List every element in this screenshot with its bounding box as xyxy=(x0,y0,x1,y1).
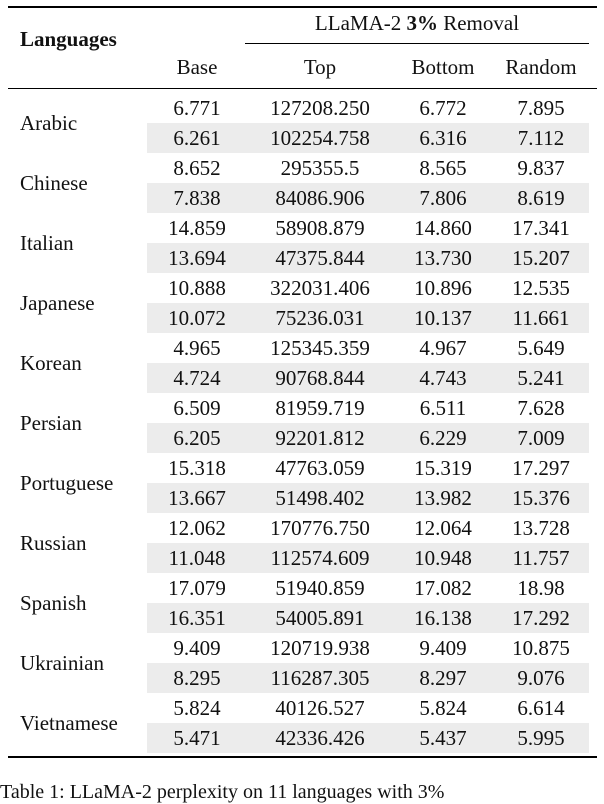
cell-base: 10.888 xyxy=(168,276,226,300)
cell-random: 10.875 xyxy=(512,636,570,660)
bottom-rule xyxy=(8,756,597,758)
cell-top: 295355.5 xyxy=(280,156,360,180)
cell-bottom: 5.437 xyxy=(419,726,467,750)
cell-base: 13.694 xyxy=(168,246,226,270)
group-header-suffix: Removal xyxy=(437,11,520,35)
cell-base: 4.724 xyxy=(173,366,221,390)
cell-top: 51940.859 xyxy=(275,576,365,600)
cell-random: 15.376 xyxy=(512,486,570,510)
languages-header: Languages xyxy=(20,27,117,51)
cell-top: 81959.719 xyxy=(275,396,365,420)
cell-base: 6.509 xyxy=(173,396,221,420)
cell-random: 17.292 xyxy=(512,606,570,630)
language-label: Vietnamese xyxy=(20,711,118,735)
cell-bottom: 16.138 xyxy=(414,606,472,630)
cell-random: 11.757 xyxy=(512,546,570,570)
cell-top: 58908.879 xyxy=(275,216,365,240)
language-label: Japanese xyxy=(20,291,95,315)
cell-bottom: 14.860 xyxy=(414,216,472,240)
cell-random: 5.995 xyxy=(517,726,565,750)
cell-base: 13.667 xyxy=(168,486,226,510)
cell-base: 6.261 xyxy=(173,126,221,150)
cell-top: 116287.305 xyxy=(270,666,370,690)
language-label: Persian xyxy=(20,411,82,435)
language-label: Chinese xyxy=(20,171,88,195)
cell-bottom: 9.409 xyxy=(419,636,467,660)
cell-base: 14.859 xyxy=(168,216,226,240)
top-rule xyxy=(8,6,597,8)
cell-top: 84086.906 xyxy=(275,186,365,210)
cell-base: 16.351 xyxy=(168,606,226,630)
cell-base: 4.965 xyxy=(173,336,221,360)
cell-top: 102254.758 xyxy=(270,126,370,150)
cell-random: 5.649 xyxy=(517,336,565,360)
cell-random: 17.297 xyxy=(512,456,570,480)
language-label: Ukrainian xyxy=(20,651,104,675)
header-rule xyxy=(8,88,597,89)
cell-bottom: 6.772 xyxy=(419,96,467,120)
cell-top: 125345.359 xyxy=(270,336,370,360)
cell-top: 127208.250 xyxy=(270,96,370,120)
cell-bottom: 10.896 xyxy=(414,276,472,300)
cell-bottom: 17.082 xyxy=(414,576,472,600)
cell-base: 5.471 xyxy=(173,726,221,750)
table-caption: Table 1: LLaMA-2 perplexity on 11 languages with 3% xyxy=(0,781,445,803)
cell-bottom: 10.137 xyxy=(414,306,472,330)
cell-bottom: 4.967 xyxy=(419,336,467,360)
cell-bottom: 15.319 xyxy=(414,456,472,480)
cell-base: 7.838 xyxy=(173,186,221,210)
language-label: Italian xyxy=(20,231,74,255)
cell-top: 40126.527 xyxy=(275,696,365,720)
cell-base: 10.072 xyxy=(168,306,226,330)
cell-base: 5.824 xyxy=(173,696,221,720)
language-label: Portuguese xyxy=(20,471,114,495)
cell-base: 8.295 xyxy=(173,666,221,690)
group-header-rule xyxy=(245,43,589,44)
cell-top: 75236.031 xyxy=(275,306,365,330)
cell-random: 5.241 xyxy=(517,366,565,390)
cell-random: 6.614 xyxy=(517,696,565,720)
language-label: Arabic xyxy=(20,111,78,135)
cell-base: 6.205 xyxy=(173,426,221,450)
cell-bottom: 6.316 xyxy=(419,126,467,150)
cell-bottom: 5.824 xyxy=(419,696,467,720)
cell-bottom: 12.064 xyxy=(414,516,472,540)
language-label: Spanish xyxy=(20,591,87,615)
cell-base: 11.048 xyxy=(168,546,226,570)
column-header-random: Random xyxy=(505,55,577,79)
cell-bottom: 7.806 xyxy=(419,186,467,210)
cell-bottom: 10.948 xyxy=(414,546,472,570)
cell-random: 18.98 xyxy=(517,576,565,600)
cell-random: 15.207 xyxy=(512,246,570,270)
cell-top: 170776.750 xyxy=(270,516,370,540)
cell-base: 12.062 xyxy=(168,516,226,540)
cell-random: 8.619 xyxy=(517,186,565,210)
cell-top: 112574.609 xyxy=(270,546,370,570)
cell-random: 11.661 xyxy=(512,306,570,330)
cell-base: 15.318 xyxy=(168,456,226,480)
cell-base: 17.079 xyxy=(168,576,226,600)
cell-base: 6.771 xyxy=(173,96,221,120)
cell-top: 47375.844 xyxy=(275,246,365,270)
group-header-percent: 3% xyxy=(406,11,438,35)
cell-base: 8.652 xyxy=(173,156,221,180)
cell-base: 9.409 xyxy=(173,636,221,660)
cell-top: 42336.426 xyxy=(275,726,365,750)
cell-random: 9.076 xyxy=(517,666,565,690)
cell-random: 17.341 xyxy=(512,216,570,240)
cell-top: 47763.059 xyxy=(275,456,365,480)
cell-bottom: 8.297 xyxy=(419,666,467,690)
cell-bottom: 4.743 xyxy=(419,366,467,390)
cell-top: 120719.938 xyxy=(270,636,370,660)
cell-random: 7.895 xyxy=(517,96,565,120)
column-header-base: Base xyxy=(176,55,218,79)
language-label: Russian xyxy=(20,531,87,555)
group-header xyxy=(245,10,589,36)
cell-bottom: 8.565 xyxy=(419,156,467,180)
cell-top: 92201.812 xyxy=(275,426,365,450)
cell-top: 51498.402 xyxy=(275,486,365,510)
column-header-bottom: Bottom xyxy=(411,55,475,79)
cell-bottom: 6.229 xyxy=(419,426,467,450)
cell-random: 7.628 xyxy=(517,396,565,420)
column-header-top: Top xyxy=(303,55,337,79)
cell-top: 54005.891 xyxy=(275,606,365,630)
group-header-prefix: LLaMA-2 xyxy=(314,11,407,35)
cell-random: 9.837 xyxy=(517,156,565,180)
cell-random: 13.728 xyxy=(512,516,570,540)
language-label: Korean xyxy=(20,351,82,375)
cell-bottom: 6.511 xyxy=(419,396,467,420)
cell-random: 7.112 xyxy=(517,126,565,150)
cell-random: 12.535 xyxy=(512,276,570,300)
cell-top: 90768.844 xyxy=(275,366,365,390)
cell-bottom: 13.730 xyxy=(414,246,472,270)
cell-random: 7.009 xyxy=(517,426,565,450)
cell-bottom: 13.982 xyxy=(414,486,472,510)
cell-top: 322031.406 xyxy=(270,276,370,300)
